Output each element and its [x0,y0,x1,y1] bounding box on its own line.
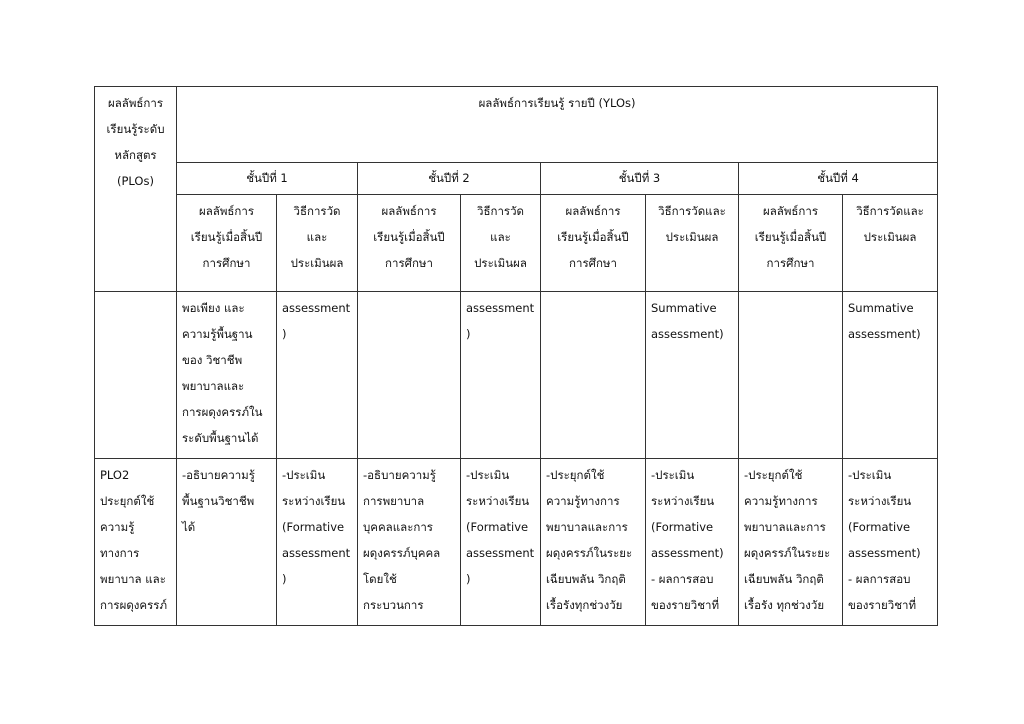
subheader-cell: ผลลัพธ์การ เรียนรู้เมื่อสิ้นปี การศึกษา [358,195,461,292]
table-cell: -ประยุกต์ใช้ ความรู้ทางการ พยาบาลและการ ผดุงครรภ์ในระยะ เฉียบพลัน วิกฤติ เรื้อรัง ทุกช่วงวัย [739,459,843,626]
table-cell: Summative assessment) [843,292,938,459]
table-cell [95,292,177,459]
header-row [95,87,938,163]
subheader-cell: วิธีการวัด และ ประเมินผล [277,195,358,292]
table-cell: -ประเมิน ระหว่างเรียน (Formative assessment ) [461,459,541,626]
subheader-cell: วิธีการวัดและ ประเมินผล [843,195,938,292]
subheader-row [95,195,938,292]
table-row [95,292,938,459]
table-cell [358,292,461,459]
table-cell: -อธิบายความรู้ การพยาบาล บุคคลและการ ผดุงครรภ์บุคคล โดยใช้ กระบวนการ [358,459,461,626]
table-cell [541,292,646,459]
ylo-table [94,86,938,626]
subheader-cell: ผลลัพธ์การ เรียนรู้เมื่อสิ้นปี การศึกษา [739,195,843,292]
table-cell [739,292,843,459]
table-cell: Summative assessment) [646,292,739,459]
subheader-cell: วิธีการวัดและ ประเมินผล [646,195,739,292]
year-2-header: ชั้นปีที่ 2 [358,163,541,195]
table-cell: -ประเมิน ระหว่างเรียน (Formative assessment) - ผลการสอบ ของรายวิชาที่ [646,459,739,626]
plo-header-cell: ผลลัพธ์การ เรียนรู้ระดับ หลักสูตร (PLOs) [95,87,177,292]
table-cell: assessment ) [461,292,541,459]
subheader-cell: ผลลัพธ์การ เรียนรู้เมื่อสิ้นปี การศึกษา [177,195,277,292]
plo2-cell: PLO2 ประยุกต์ใช้ ความรู้ ทางการ พยาบาล และ การผดุงครรภ์ [95,459,177,626]
table-cell: -ประยุกต์ใช้ ความรู้ทางการ พยาบาลและการ ผดุงครรภ์ในระยะ เฉียบพลัน วิกฤติ เรื้อรังทุกช่วงวัย [541,459,646,626]
year-3-header: ชั้นปีที่ 3 [541,163,739,195]
table-cell: พอเพียง และ ความรู้พื้นฐาน ของ วิชาชีพ พยาบาลและ การผดุงครรภ์ใน ระดับพื้นฐานได้ [177,292,277,459]
subheader-cell: ผลลัพธ์การ เรียนรู้เมื่อสิ้นปี การศึกษา [541,195,646,292]
table-row [95,459,938,626]
year-row [95,163,938,195]
table-cell: -ประเมิน ระหว่างเรียน (Formative assessment ) [277,459,358,626]
table-cell: assessment ) [277,292,358,459]
year-1-header: ชั้นปีที่ 1 [177,163,358,195]
subheader-cell: วิธีการวัด และ ประเมินผล [461,195,541,292]
table-cell: -ประเมิน ระหว่างเรียน (Formative assessment) - ผลการสอบ ของรายวิชาที่ [843,459,938,626]
year-4-header: ชั้นปีที่ 4 [739,163,938,195]
ylo-header-cell: ผลลัพธ์การเรียนรู้ รายปี (YLOs) [177,87,938,163]
table-cell: -อธิบายความรู้ พื้นฐานวิชาชีพ ได้ [177,459,277,626]
